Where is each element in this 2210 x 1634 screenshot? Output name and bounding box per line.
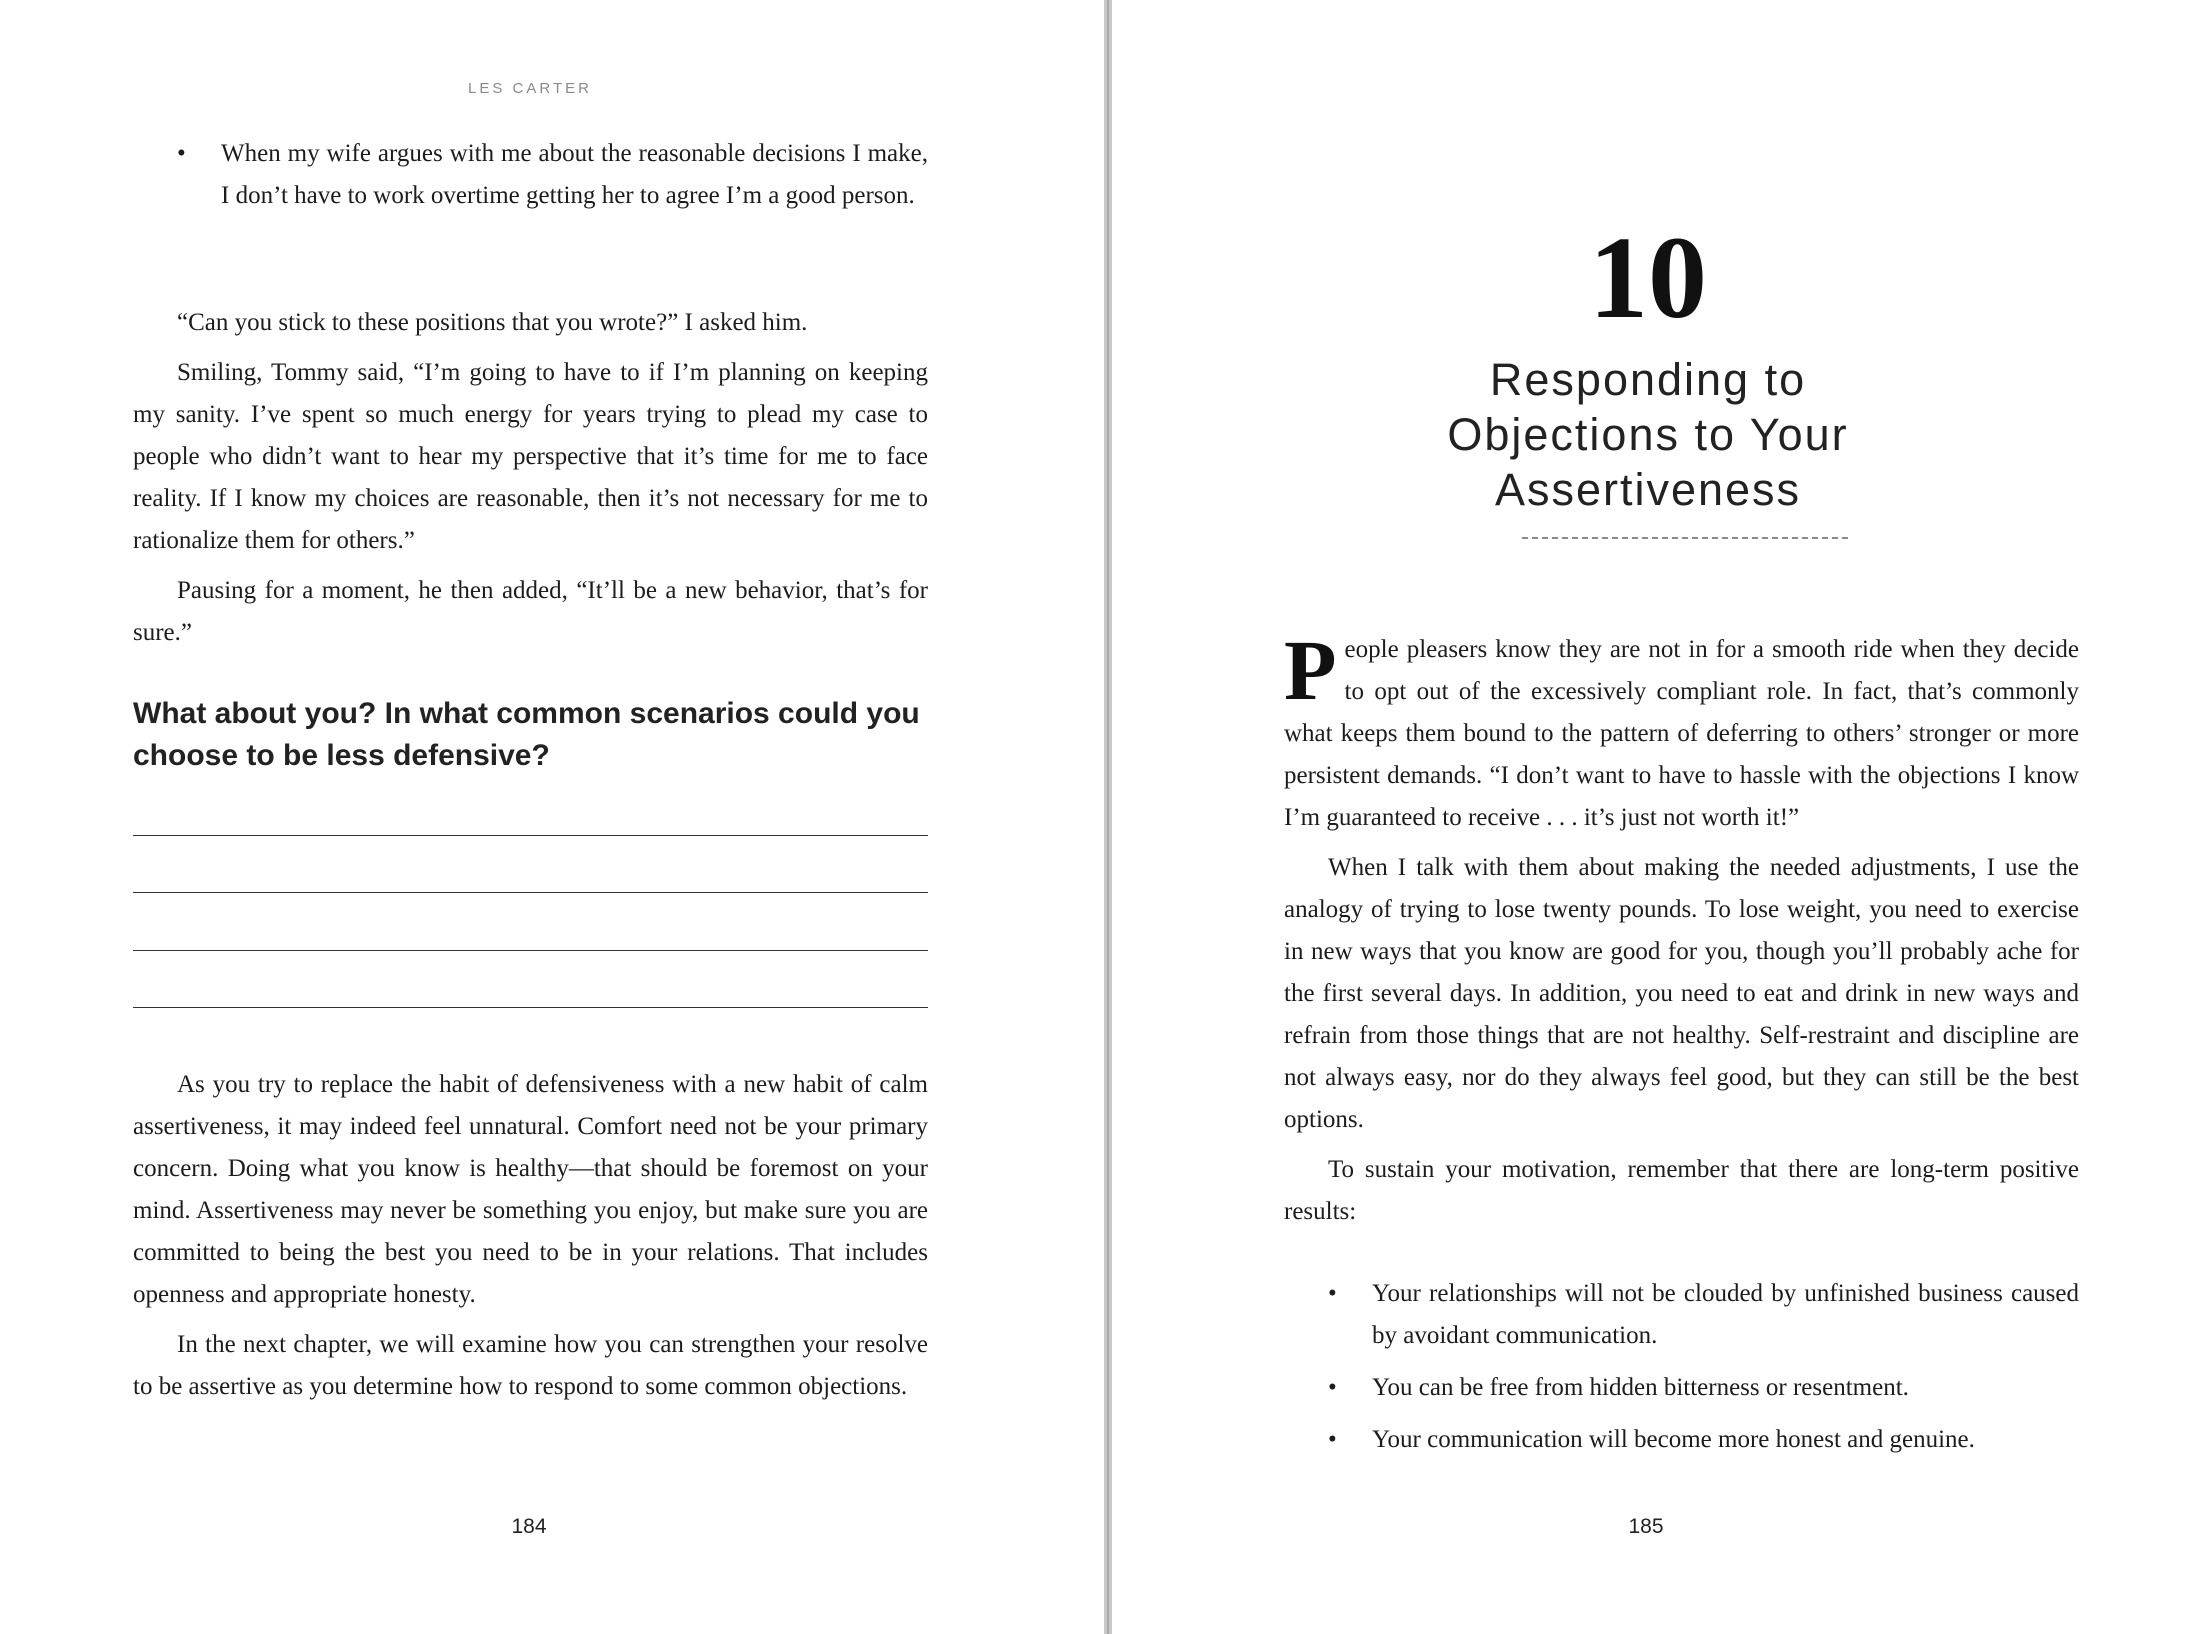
- chapter-title: [1112, 352, 2184, 517]
- list-item: • Your communication will become more honest and genuine.: [1284, 1419, 2079, 1461]
- chapter-title-line: Responding to: [1489, 354, 1807, 405]
- chapter-title-line: Objections to Your: [1447, 409, 1849, 460]
- opening-paragraph-text: eople pleasers know they are not in for a smooth ride when they decide to opt out of the excessively compliant role. In fact, that’s commonly what keeps them bound to the pattern of deferring to others’ stronger or more persistent demands. “I don’t want to have to hassle with the objections I know I’m guaranteed to receive . . . it’s just not worth it!”: [1284, 636, 2079, 831]
- paragraph: As you try to replace the habit of defensiveness with a new habit of calm assertiveness, it may indeed feel unnatural. Comfort need not be your primary concern. Doing what you know is healthy—that should be foremost on your mind. Assertiveness may never be something you enjoy, but make sure you are committed to being the best you need to be in your relations. That includes openness and appropriate honesty.: [133, 1071, 928, 1308]
- paragraph: Smiling, Tommy said, “I’m going to have to if I’m planning on keeping my sanity. I’ve spent so much energy for years trying to plead my case to people who didn’t want to hear my perspective that it’s time for me to face reality. If I know my choices are reasonable, then it’s not necessary for me to rationalize them for others.”: [133, 359, 928, 554]
- opening-paragraph: [1284, 622, 2079, 839]
- left-bullet-list: [133, 133, 928, 217]
- drop-cap: P: [1284, 622, 1337, 718]
- answer-line[interactable]: [133, 835, 928, 836]
- paragraph: “Can you stick to these positions that you wrote?” I asked him.: [177, 309, 808, 336]
- chapter-number: 10: [1589, 212, 1707, 343]
- answer-line[interactable]: [133, 892, 928, 893]
- running-head: LES CARTER: [468, 80, 592, 97]
- paragraph: When I talk with them about making the needed adjustments, I use the analogy of trying to lose twenty pounds. To lose weight, you need to exercise in new ways that you know are good for you, though you’ll probably ache for the first several days. In addition, you need to eat and drink in new ways and refrain from those things that are not healthy. Self-restraint and discipline are not always easy, nor do they always feel good, but they can still be the best options.: [1284, 854, 2079, 1133]
- list-item: • You can be free from hidden bitterness or resentment.: [1284, 1367, 2079, 1409]
- right-bullet-list: [1284, 1273, 2079, 1471]
- book-spine: [1104, 0, 1112, 1634]
- chapter-title-line: Assertiveness: [1494, 464, 1802, 515]
- right-page: [1112, 0, 2210, 1634]
- paragraph: Pausing for a moment, he then added, “It’ll be a new behavior, that’s for sure.”: [133, 577, 928, 646]
- chapter-divider: [1522, 537, 1848, 539]
- paragraph: In the next chapter, we will examine how you can strengthen your resolve to be assertive as you determine how to respond to some common objections.: [133, 1331, 928, 1400]
- left-body-text: [133, 302, 928, 654]
- page-number: 184: [511, 1515, 547, 1538]
- reflection-prompt-heading: What about you? In what common scenarios could you choose to be less defensive?: [133, 697, 920, 772]
- left-page: [0, 0, 1104, 1634]
- answer-line[interactable]: [133, 1007, 928, 1008]
- paragraph: To sustain your motivation, remember that there are long-term positive results:: [1284, 1156, 2079, 1225]
- list-item: • Your relationships will not be clouded by unfinished business caused by avoidant communication.: [1284, 1273, 2079, 1357]
- left-closing-text: [133, 1064, 928, 1408]
- list-item: • When my wife argues with me about the reasonable decisions I make, I don’t have to work overtime getting her to agree I’m a good person.: [133, 133, 928, 217]
- answer-line[interactable]: [133, 950, 928, 951]
- right-body-text: [1284, 622, 2079, 1233]
- page-number: 185: [1628, 1515, 1664, 1538]
